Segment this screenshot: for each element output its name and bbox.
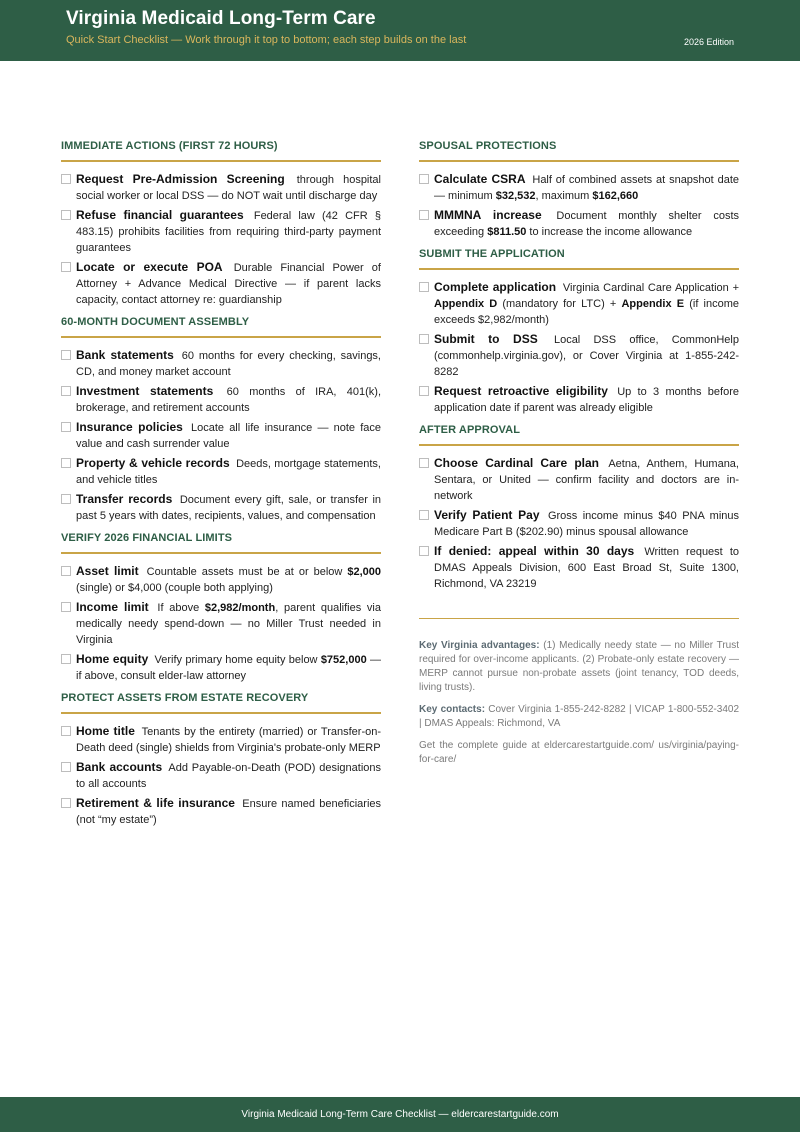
item-heading: MMMNA increase <box>434 208 542 222</box>
checklist-item <box>61 759 381 792</box>
item-highlight: Appendix E <box>621 298 685 310</box>
page-subtitle: Quick Start Checklist — Work through it top to bottom; each step builds on the last <box>66 34 467 46</box>
item-text: (if income exceeds $2,982/month) <box>434 298 739 326</box>
contacts-label: Key contacts: <box>419 704 486 715</box>
checklist-item <box>419 207 739 240</box>
section-submit-the-application <box>419 248 739 416</box>
item-highlight: $2,000 <box>347 566 381 578</box>
checkbox-icon[interactable] <box>61 458 71 468</box>
checkbox-icon[interactable] <box>61 726 71 736</box>
checkbox-icon[interactable] <box>61 602 71 612</box>
item-text: (single) or $4,000 (couple both applying) <box>76 582 273 594</box>
item-heading: Calculate CSRA <box>434 172 526 186</box>
item-text: , parent qualifies via medically needy spend-down — no Miller Trust needed in Virginia <box>76 602 381 646</box>
checkbox-icon[interactable] <box>61 654 71 664</box>
checklist-item <box>61 651 381 684</box>
checkbox-icon[interactable] <box>61 566 71 576</box>
section-spousal-protections <box>419 140 739 240</box>
checklist-item <box>419 383 739 416</box>
checklist-item <box>61 259 381 308</box>
checklist-item <box>61 347 381 380</box>
item-heading: Transfer records <box>76 492 173 506</box>
section-after-approval <box>419 424 739 592</box>
checklist-item <box>61 207 381 256</box>
page-title: Virginia Medicaid Long-Term Care <box>66 8 376 29</box>
checkbox-icon[interactable] <box>61 262 71 272</box>
item-text: Written request to DMAS Appeals Division, 600 East Broad St, Suite 1300, Richmond, VA 23219 <box>434 546 739 590</box>
contacts-text: Cover Virginia 1-855-242-8282 | VICAP 1-800-552-3402 | DMAS Appeals: Richmond, VA <box>419 704 740 729</box>
checklist-item <box>61 171 381 204</box>
item-text: Document monthly shelter costs exceeding <box>434 210 739 238</box>
item-text: — if above, consult elder-law attorney <box>76 654 381 682</box>
item-heading: Home equity <box>76 652 149 666</box>
item-heading: Refuse financial guarantees <box>76 208 244 222</box>
checklist-item <box>61 599 381 648</box>
checklist-item <box>61 383 381 416</box>
item-heading: Request retroactive eligibility <box>434 384 608 398</box>
item-heading: Income limit <box>76 600 149 614</box>
checkbox-icon[interactable] <box>419 334 429 344</box>
item-heading: Property & vehicle records <box>76 456 230 470</box>
item-text: Countable assets must be at or below <box>146 566 348 578</box>
section-title: SPOUSAL PROTECTIONS <box>419 140 739 162</box>
item-text: Virginia Cardinal Care Application + <box>562 282 739 294</box>
checkbox-icon[interactable] <box>61 210 71 220</box>
checklist-item <box>61 795 381 828</box>
item-text: to increase the income allowance <box>526 226 693 238</box>
item-highlight: $2,982/month <box>204 602 276 614</box>
item-heading: Choose Cardinal Care plan <box>434 456 599 470</box>
advantages-text: (1) Medically needy state — no Miller Trust required for over-income applicants. (2) Probate-only estate recovery — MERP cannot pursue non-probate assets (joint tenancy, TOD deeds, living trusts). <box>419 640 740 693</box>
item-heading: Request Pre-Admission Screening <box>76 172 285 186</box>
item-text: Deeds, mortgage statements, and vehicle titles <box>76 458 381 486</box>
checkbox-icon[interactable] <box>61 762 71 772</box>
section-title: 60-MONTH DOCUMENT ASSEMBLY <box>61 316 381 338</box>
checkbox-icon[interactable] <box>419 174 429 184</box>
item-text: Add Payable-on-Death (POD) designations to all accounts <box>76 762 382 790</box>
checkbox-icon[interactable] <box>419 210 429 220</box>
item-text: Ensure named beneficiaries (not “my estate”) <box>76 798 382 826</box>
item-text: If above <box>157 602 205 614</box>
checkbox-icon[interactable] <box>61 350 71 360</box>
section-60-month-document-assembly <box>61 316 381 524</box>
section-verify-2026-financial-limits <box>61 532 381 684</box>
checklist-item <box>419 507 739 540</box>
advantages-note <box>419 639 739 695</box>
item-text: Document every gift, sale, or transfer in past 5 years with dates, recipients, values, and compensation <box>76 494 381 522</box>
item-text: through hospital social worker or local DSS — do NOT wait until discharge day <box>76 174 381 202</box>
guide-note: Get the complete guide at eldercarestartguide.com/ us/virginia/paying-for-care/ <box>419 740 739 765</box>
checklist-item <box>61 723 381 756</box>
item-text: Aetna, Anthem, Humana, Sentara, or United — confirm facility and doctors are in-network <box>434 458 739 502</box>
item-text: Locate all life insurance — note face value and cash surrender value <box>76 422 381 450</box>
item-text: Gross income minus $40 PNA minus Medicare Part B ($202.90) minus spousal allowance <box>434 510 740 538</box>
item-heading: Retirement & life insurance <box>76 796 235 810</box>
item-heading: Complete application <box>434 280 557 294</box>
checkbox-icon[interactable] <box>61 422 71 432</box>
section-title: SUBMIT THE APPLICATION <box>419 248 739 270</box>
item-highlight: Appendix D <box>434 298 498 310</box>
item-highlight: $162,660 <box>592 190 639 202</box>
item-text: Half of combined assets at snapshot date — minimum <box>434 174 739 202</box>
checkbox-icon[interactable] <box>419 510 429 520</box>
checklist-item <box>419 279 739 328</box>
notes-divider <box>419 618 739 619</box>
item-text: , maximum <box>535 190 593 202</box>
page-header <box>0 0 800 61</box>
item-heading: Locate or execute POA <box>76 260 223 274</box>
checklist-item <box>61 455 381 488</box>
item-heading: Bank statements <box>76 348 174 362</box>
footer-text: Virginia Medicaid Long-Term Care Checklist — eldercarestartguide.com <box>241 1109 559 1120</box>
checkbox-icon[interactable] <box>419 458 429 468</box>
section-immediate-actions-first-72-hours <box>61 140 381 308</box>
checkbox-icon[interactable] <box>61 798 71 808</box>
item-text: 60 months for every checking, savings, CD, and money market account <box>76 350 381 378</box>
item-text: Federal law (42 CFR § 483.15) prohibits facilities from requiring third-party payment guarantees <box>76 210 382 254</box>
item-text: 60 months of IRA, 401(k), brokerage, and retirement accounts <box>76 386 382 414</box>
checkbox-icon[interactable] <box>419 386 429 396</box>
right-sections <box>419 140 739 592</box>
checkbox-icon[interactable] <box>61 494 71 504</box>
left-column <box>61 140 381 836</box>
checkbox-icon[interactable] <box>61 386 71 396</box>
section-protect-assets-from-estate-recovery <box>61 692 381 828</box>
item-text: Local DSS office, CommonHelp (commonhelp.virginia.gov), or Cover Virginia at 1-855-242-8282 <box>434 334 739 378</box>
item-heading: Home title <box>76 724 135 738</box>
page-footer <box>0 1097 800 1132</box>
section-title: VERIFY 2026 FINANCIAL LIMITS <box>61 532 381 554</box>
item-heading: Investment statements <box>76 384 214 398</box>
checklist-item <box>61 491 381 524</box>
section-title: PROTECT ASSETS FROM ESTATE RECOVERY <box>61 692 381 714</box>
item-text: Verify primary home equity below <box>154 654 321 666</box>
item-highlight: $811.50 <box>487 226 527 238</box>
checklist-item <box>419 171 739 204</box>
item-highlight: $752,000 <box>320 654 367 666</box>
item-text: Tenants by the entirety (married) or Transfer-on-Death deed (single) shields from Virginia's probate-only MERP <box>76 726 381 754</box>
right-column <box>419 140 739 775</box>
checkbox-icon[interactable] <box>61 174 71 184</box>
item-highlight: $32,532 <box>495 190 536 202</box>
checklist-item <box>419 543 739 592</box>
item-text: Up to 3 months before application date if parent was already eligible <box>434 386 740 414</box>
advantages-label: Key Virginia advantages: <box>419 640 540 651</box>
checklist-item <box>61 419 381 452</box>
section-title: IMMEDIATE ACTIONS (FIRST 72 HOURS) <box>61 140 381 162</box>
item-heading: Asset limit <box>76 564 139 578</box>
item-heading: If denied: appeal within 30 days <box>434 544 635 558</box>
checklist-item <box>61 563 381 596</box>
item-heading: Verify Patient Pay <box>434 508 540 522</box>
item-heading: Bank accounts <box>76 760 163 774</box>
checkbox-icon[interactable] <box>419 282 429 292</box>
item-heading: Insurance policies <box>76 420 183 434</box>
checkbox-icon[interactable] <box>419 546 429 556</box>
checklist-item <box>419 455 739 504</box>
item-heading: Submit to DSS <box>434 332 538 346</box>
edition-label: 2026 Edition <box>683 37 734 47</box>
checklist-item <box>419 331 739 380</box>
section-title: AFTER APPROVAL <box>419 424 739 446</box>
item-text: (mandatory for LTC) + <box>497 298 622 310</box>
contacts-note <box>419 703 739 731</box>
item-text: Durable Financial Power of Attorney + Advance Medical Directive — if parent lacks capacity, contact attorney re: guardianship <box>76 262 381 306</box>
